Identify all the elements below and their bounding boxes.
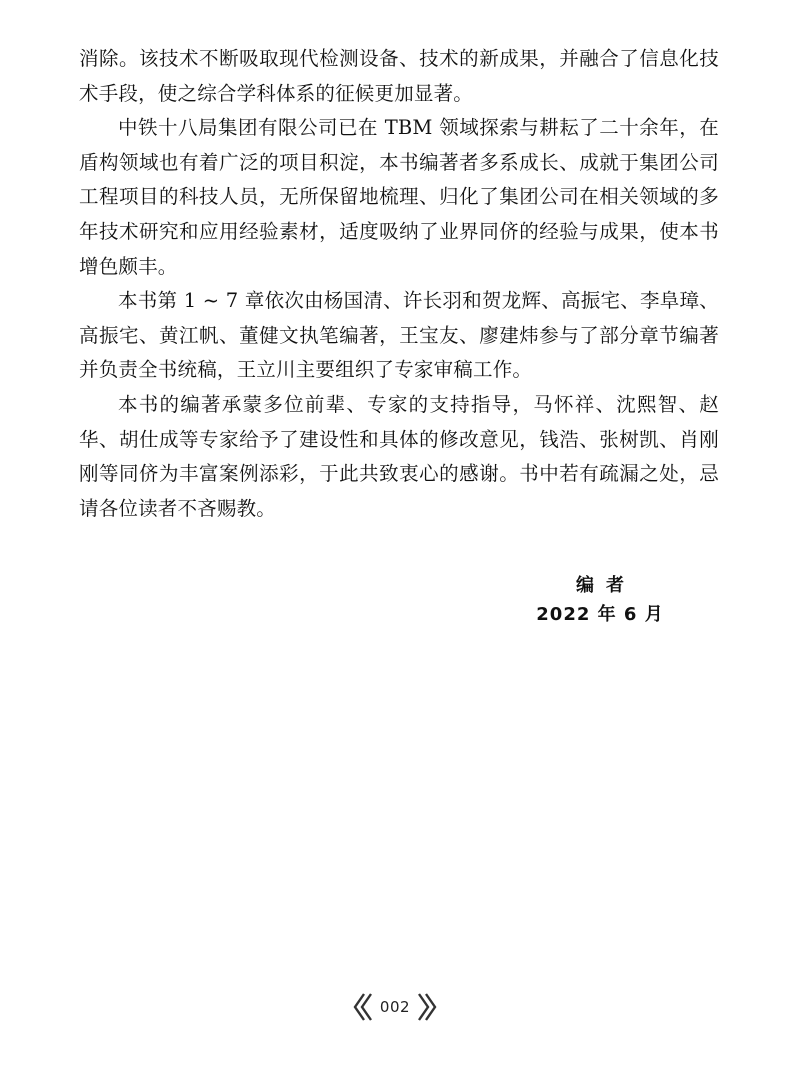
signature-date: 2022 年 6 月 [536,604,664,625]
paragraph-acknowledgements: 本书的编著承蒙多位前辈、专家的支持指导，马怀祥、沈熙智、赵华、胡仕成等专家给予了建设性和具体的修改意见，钱浩、张树凯、肖刚刚等同侪为丰富案例添彩，于此共致衷心的感谢。书中若有疏漏之处，忌请各位读者不吝赐教。 [79,392,719,520]
left-double-chevron-icon [352,992,374,1022]
preface-body [79,42,719,526]
right-double-chevron-icon [416,992,438,1022]
paragraph-company-experience: 中铁十八局集团有限公司已在 TBM 领域探索与耕耘了二十余年，在盾构领域也有着广泛的项目积淀，本书编著者多系成长、成就于集团公司工程项目的科技人员，无所保留地梳理、归化了集团公司在相关领域的多年技术研究和应用经验素材，适度吸纳了业界同侪的经验与成果，使本书增色颇丰。 [79,116,719,278]
paragraph-continuation: 消除。该技术不断吸取现代检测设备、技术的新成果，并融合了信息化技术手段，使之综合学科体系的征候更加显著。 [79,47,719,105]
page-number: 002 [379,998,411,1016]
paragraph-chapter-authors: 本书第 1 ~ 7 章依次由杨国清、许长羽和贺龙辉、高振宅、李阜璋、高振宅、黄江帆、董健文执笔编著，王宝友、廖建炜参与了部分章节编著并负责全书统稿，王立川主要组织了专家审稿工作。 [79,289,719,382]
page-footer [0,990,790,1024]
signature-author: 编者 [576,575,636,596]
signature-block [520,572,680,630]
page-number-badge [352,992,438,1022]
